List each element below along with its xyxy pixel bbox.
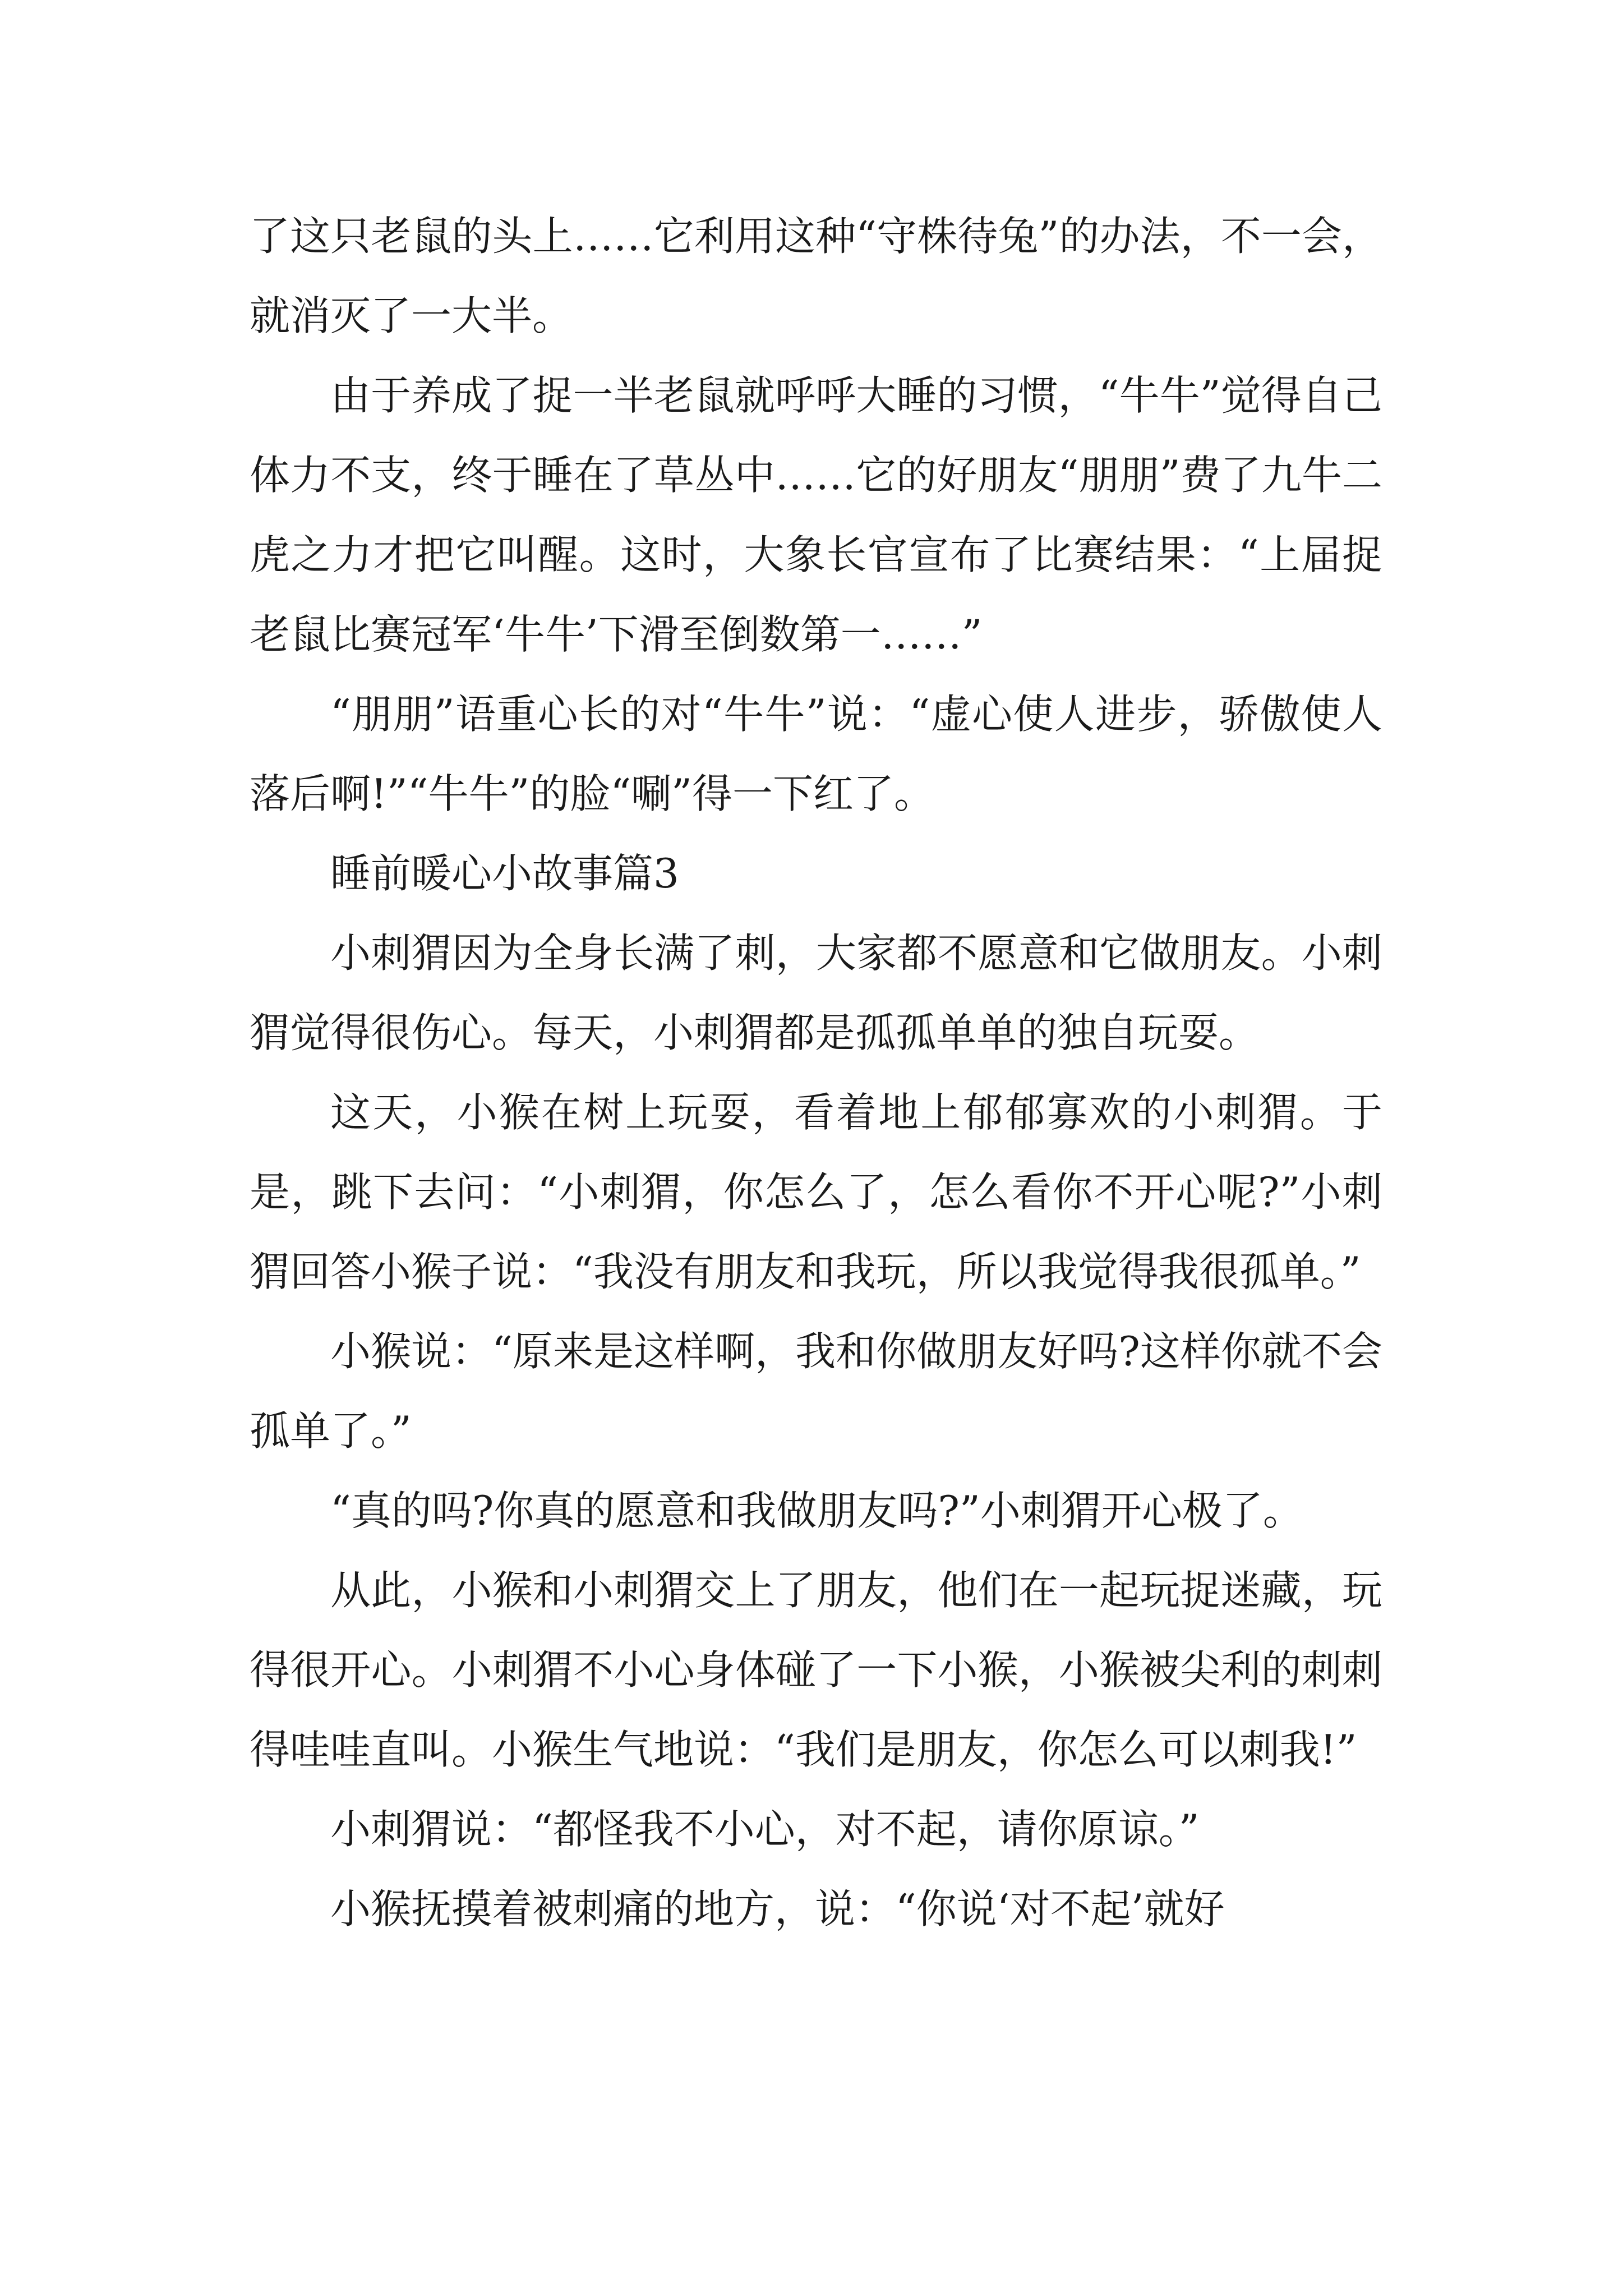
paragraph: 从此，小猴和小刺猬交上了朋友，他们在一起玩捉迷藏，玩得很开心。小刺猬不小心身体碰了一下小猴，小猴被尖利的刺刺得哇哇直叫。小猴生气地说：“我们是朋友，你怎么可以刺我!” xyxy=(250,1567,1382,1773)
paragraph: 小刺猬因为全身长满了刺，大家都不愿意和它做朋友。小刺猬觉得很伤心。每天，小刺猬都是孤孤单单的独自玩耍。 xyxy=(250,930,1382,1056)
paragraph: 小刺猬说：“都怪我不小心，对不起，请你原谅。” xyxy=(330,1806,1200,1853)
paragraph: 了这只老鼠的头上……它利用这种“守株待兔”的办法，不一会，就消灭了一大半。 xyxy=(250,213,1382,339)
paragraph: 小猴抚摸着被刺痛的地方，说：“你说‘对不起’就好 xyxy=(330,1885,1225,1932)
paragraph: 由于养成了捉一半老鼠就呼呼大睡的习惯，“牛牛”觉得自己体力不支，终于睡在了草丛中……它的好朋友“朋朋”费了九牛二虎之力才把它叫醒。这时，大象长官宣布了比赛结果：“上届捉老鼠比赛冠军‘牛牛’下滑至倒数第一……” xyxy=(250,372,1382,658)
paragraph: 这天，小猴在树上玩耍，看着地上郁郁寡欢的小刺猬。于是，跳下去问：“小刺猬，你怎么了，怎么看你不开心呢?”小刺猬回答小猴子说：“我没有朋友和我玩，所以我觉得我很孤单。” xyxy=(250,1089,1382,1295)
section-heading: 睡前暖心小故事篇3 xyxy=(330,850,679,897)
document-body xyxy=(250,196,1382,1949)
paragraph: 小猴说：“原来是这样啊，我和你做朋友好吗?这样你就不会孤单了。” xyxy=(250,1328,1382,1455)
paragraph: “真的吗?你真的愿意和我做朋友吗?”小刺猬开心极了。 xyxy=(330,1487,1303,1534)
paragraph: “朋朋”语重心长的对“牛牛”说：“虚心使人进步，骄傲使人落后啊!”“牛牛”的脸“唰”得一下红了。 xyxy=(250,691,1382,817)
